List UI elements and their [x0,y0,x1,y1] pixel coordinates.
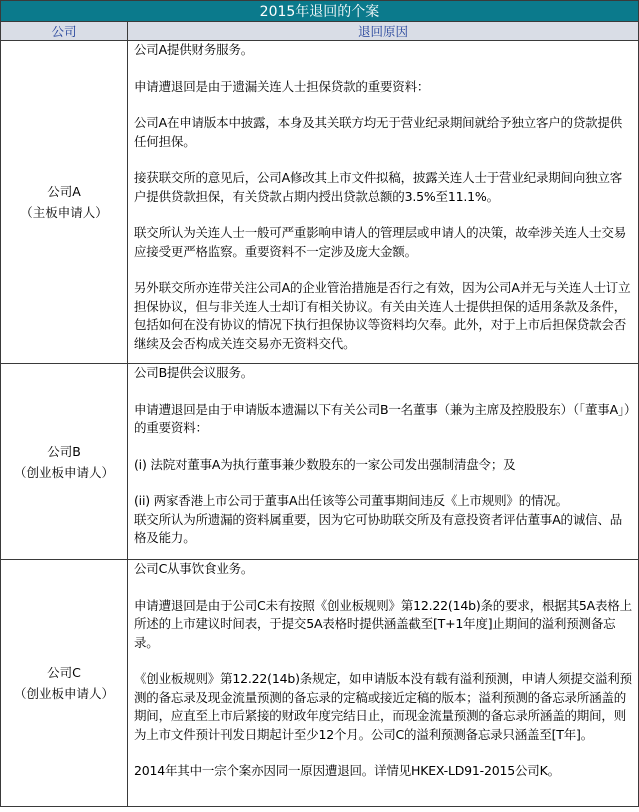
company-name: 公司A [47,184,81,199]
reason-paragraph: 《创业板规则》第12.22(14b)条规定，如申请版本没有载有溢利预测，申请人须提交溢利预测的备忘录及现金流量预测的备忘录的定稿或接近定稿的版本；溢利预测的备忘录所涵盖的期间，应直至上市后紧接的财政年度完结日止，而现金流量预测的备忘录所涵盖的期间，则为上市文件预计刊发日期起计至少12个月。公司C的溢利预测备忘录只涵盖至[T年]。 [134,671,632,742]
company-name: 公司B [47,443,81,459]
column-header-company: 公司 [1,22,128,41]
reason-cell [128,364,639,560]
table-row [1,364,639,560]
reason-paragraph: (i) 法院对董事A为执行董事兼少数股东的一家公司发出强制清盘令；及 [134,456,516,472]
reason-paragraph: 公司A提供财务服务。 [134,42,254,57]
reason-paragraph: 申请遭退回是由于遗漏关连人士担保贷款的重要资料： [134,78,430,94]
reason-paragraph: 申请遭退回是由于公司C未有按照《创业板规则》第12.22(14b)条的要求，根据其5A表格上所述的上市建议时间表，于提交5A表格时提供涵盖截至[T+1年度]止期间的溢利预测备忘录。 [134,597,632,650]
table-header-row [1,22,639,41]
company-board: （创业板申请人） [13,464,114,480]
reason-paragraph: 2014年其中一宗个案亦因同一原因遭退回。详情见HKEX-LD91-2015公司K。 [134,763,560,778]
reason-paragraph: 公司C从事饮食业务。 [134,561,254,576]
table-row [1,41,639,364]
reason-paragraph: 接获联交所的意见后，公司A修改其上市文件拟稿，披露关连人士于营业纪录期间向独立客户提供贷款担保，有关贷款占期内授出贷款总额的3.5%至11.1%。 [134,170,623,204]
reason-paragraph: (ii) 两家香港上市公司于董事A出任该等公司董事期间违反《上市规则》的情况。 [134,493,568,508]
reason-paragraph: 公司A在申请版本中披露，本身及其关联方均无于营业纪录期间就给予独立客户的贷款提供任何担保。 [134,115,623,149]
reason-cell [128,41,639,364]
company-cell [1,560,128,807]
company-name: 公司C [47,665,81,680]
table-row [1,560,639,807]
reason-paragraph: 联交所认为所遗漏的资料属重要，因为它可协助联交所及有意投资者评估董事A的诚信、品格及能力。 [134,511,623,545]
reason-paragraph: 联交所认为关连人士一般可严重影响申请人的管理层或申请人的决策，故牵涉关连人士交易应接受更严格监察。重要资料不一定涉及庞大金额。 [134,225,627,259]
reason-cell [128,560,639,807]
company-cell [1,364,128,560]
reason-paragraph: 公司B提供会议服务。 [134,365,254,380]
company-board: （主板申请人） [20,205,108,220]
column-header-reason: 退回原因 [128,22,639,41]
table-title: 2015年退回的个案 [1,1,639,22]
company-board: （创业板申请人） [13,686,114,701]
reason-paragraph: 申请遭退回是由于申请版本遗漏以下有关公司B一名董事（兼为主席及控股股东）（「董事A」）的重要资料： [134,401,631,435]
reason-paragraph: 另外联交所亦连带关注公司A的企业管治措施是否行之有效，因为公司A并无与关连人士订立担保协议，但与非关连人士却订有相关协议。有关由关连人士提供担保的适用条款及条件，包括如何在没有协议的情况下执行担保协议等资料均欠奉。此外，对于上市后担保贷款会否继续及会否构成关连交易亦无资料交代。 [134,280,631,351]
company-cell [1,41,128,364]
table-title-row [1,1,639,22]
